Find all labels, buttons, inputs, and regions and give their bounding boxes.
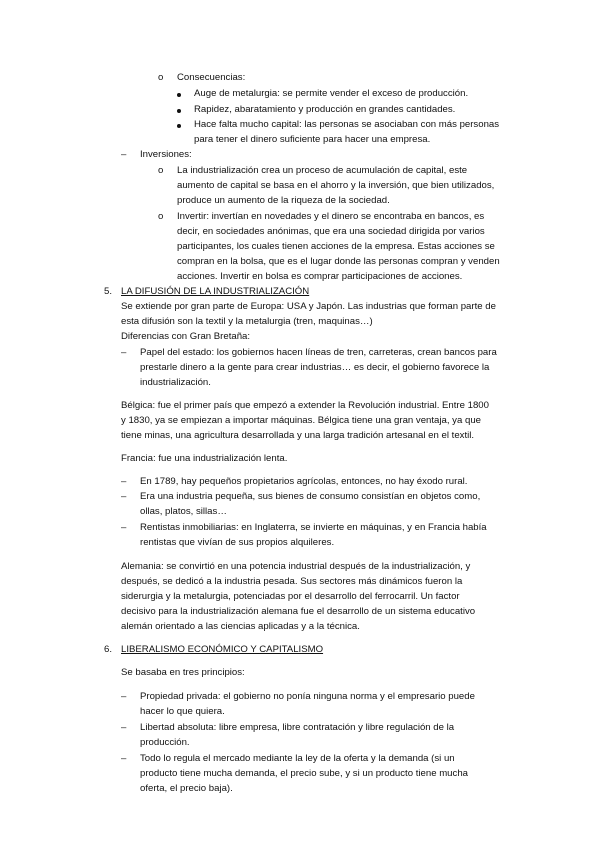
principio-3-line-1: Todo lo regula el mercado mediante la ley de la oferta y la demanda (si un: [140, 753, 455, 764]
inversiones-item-2-line-1: Invertir: invertían en novedades y el dinero se encontraba en bancos, es: [177, 211, 485, 222]
dash-bullet-icon: –: [121, 691, 127, 702]
filled-bullet-icon: [177, 109, 181, 113]
consecuencias-item-3-line-1: Hace falta mucho capital: las personas se asociaban con más personas: [194, 119, 500, 130]
inversiones-item-2-line-2: decir, en sociedades anónimas, que era una sociedad dirigida por varios: [177, 226, 485, 237]
inversiones-item-1-line-3: produce un aumento de la riqueza de la sociedad.: [177, 195, 390, 206]
principio-3-line-3: oferta, el precio baja).: [140, 783, 233, 794]
francia-paragraph: Francia: fue una industrialización lenta.: [121, 453, 288, 464]
section-5-heading: LA DIFUSIÓN DE LA INDUSTRIALIZACIÓN: [121, 286, 310, 297]
principio-2-line-2: producción.: [140, 737, 190, 748]
francia-item-2-line-1: Era una industria pequeña, sus bienes de consumo consistían en objetos como,: [140, 491, 481, 502]
filled-bullet-icon: [177, 124, 181, 128]
dash-bullet-icon: –: [121, 722, 127, 733]
consecuencias-item-1: Auge de metalurgia: se permite vender el exceso de producción.: [194, 88, 469, 99]
principio-2-line-1: Libertad absoluta: libre empresa, libre contratación y libre regulación de la: [140, 722, 455, 733]
alemania-line-3: siderurgia y la metalurgia, potenciadas por el desarrollo del ferrocarril. Un factor: [121, 591, 460, 602]
alemania-line-2: después, se dedicó a la industria pesada. Sus sectores más dinámicos fueron la: [121, 576, 463, 587]
francia-item-2-line-2: ollas, platos, sillas…: [140, 506, 227, 517]
inversiones-item-2-line-3: participantes, los cuales tienen acciones de la empresa. Estas acciones se: [177, 241, 495, 252]
circle-bullet-icon: o: [158, 165, 164, 176]
consecuencias-label: Consecuencias:: [177, 72, 246, 83]
dash-bullet-icon: –: [121, 491, 127, 502]
papel-estado-line-3: industrialización.: [140, 377, 211, 388]
alemania-line-5: alemán orientado a las ciencias aplicadas y a la técnica.: [121, 621, 360, 632]
section-6-intro: Se basaba en tres principios:: [121, 667, 245, 678]
belgica-line-1: Bélgica: fue el primer país que empezó a extender la Revolución industrial. Entre 1800: [121, 400, 489, 411]
dash-bullet-icon: –: [121, 347, 127, 358]
section-5-intro-line-2: esta difusión son la textil y la metalurgia (tren, maquinas…): [121, 316, 373, 327]
section-5-number: 5.: [104, 286, 113, 297]
papel-estado-line-2: prestarle dinero a la gente para crear industrias… es decir, el gobierno favorece la: [140, 362, 490, 373]
inversiones-item-1-line-2: aumento de capital se basa en el ahorro y la inversión, que bien utilizados,: [177, 180, 495, 191]
papel-estado-line-1: Papel del estado: los gobiernos hacen líneas de tren, carreteras, crean bancos para: [140, 347, 497, 358]
inversiones-item-1-line-1: La industrialización crea un proceso de acumulación de capital, este: [177, 165, 468, 176]
circle-bullet-icon: o: [158, 211, 164, 222]
consecuencias-item-3-line-2: para tener el dinero suficiente para hacer una empresa.: [194, 134, 431, 145]
dash-bullet-icon: –: [121, 149, 127, 160]
diferencias-label: Diferencias con Gran Bretaña:: [121, 331, 251, 342]
circle-bullet-icon: o: [158, 72, 164, 83]
francia-item-1: En 1789, hay pequeños propietarios agrícolas, entonces, no hay éxodo rural.: [140, 476, 468, 487]
alemania-line-4: decisivo para la industrialización alemana fue el desarrollo de un sistema educativo: [121, 606, 476, 617]
francia-item-3-line-2: rentistas que vivían de sus propios alquileres.: [140, 537, 335, 548]
section-6-heading: LIBERALISMO ECONÓMICO Y CAPITALISMO: [121, 644, 324, 655]
section-5-intro-line-1: Se extiende por gran parte de Europa: USA y Japón. Las industrias que forman parte de: [121, 301, 496, 312]
inversiones-label: Inversiones:: [140, 149, 192, 160]
inversiones-item-2-line-4: compran en la bolsa, que es el lugar donde las personas compran y venden: [177, 256, 500, 267]
dash-bullet-icon: –: [121, 476, 127, 487]
consecuencias-item-2: Rapidez, abaratamiento y producción en grandes cantidades.: [194, 104, 456, 115]
francia-item-3-line-1: Rentistas inmobiliarias: en Inglaterra, se invierte en máquinas, y en Francia había: [140, 522, 487, 533]
inversiones-item-2-line-5: acciones. Invertir en bolsa es comprar participaciones de acciones.: [177, 271, 463, 282]
dash-bullet-icon: –: [121, 522, 127, 533]
belgica-line-2: y 1830, ya se empiezan a importar máquinas. Bélgica tiene una gran ventaja, ya que: [121, 415, 481, 426]
dash-bullet-icon: –: [121, 753, 127, 764]
principio-1-line-1: Propiedad privada: el gobierno no ponía ninguna norma y el empresario puede: [140, 691, 475, 702]
filled-bullet-icon: [177, 93, 181, 97]
belgica-line-3: tiene minas, una agricultura desarrollada y una larga tradición artesanal en el textil.: [121, 430, 475, 441]
section-6-number: 6.: [104, 644, 113, 655]
principio-3-line-2: producto tiene mucha demanda, el precio sube, y si un producto tiene mucha: [140, 768, 468, 779]
principio-1-line-2: hacer lo que quiera.: [140, 706, 225, 717]
alemania-line-1: Alemania: se convirtió en una potencia industrial después de la industrialización, y: [121, 561, 471, 572]
